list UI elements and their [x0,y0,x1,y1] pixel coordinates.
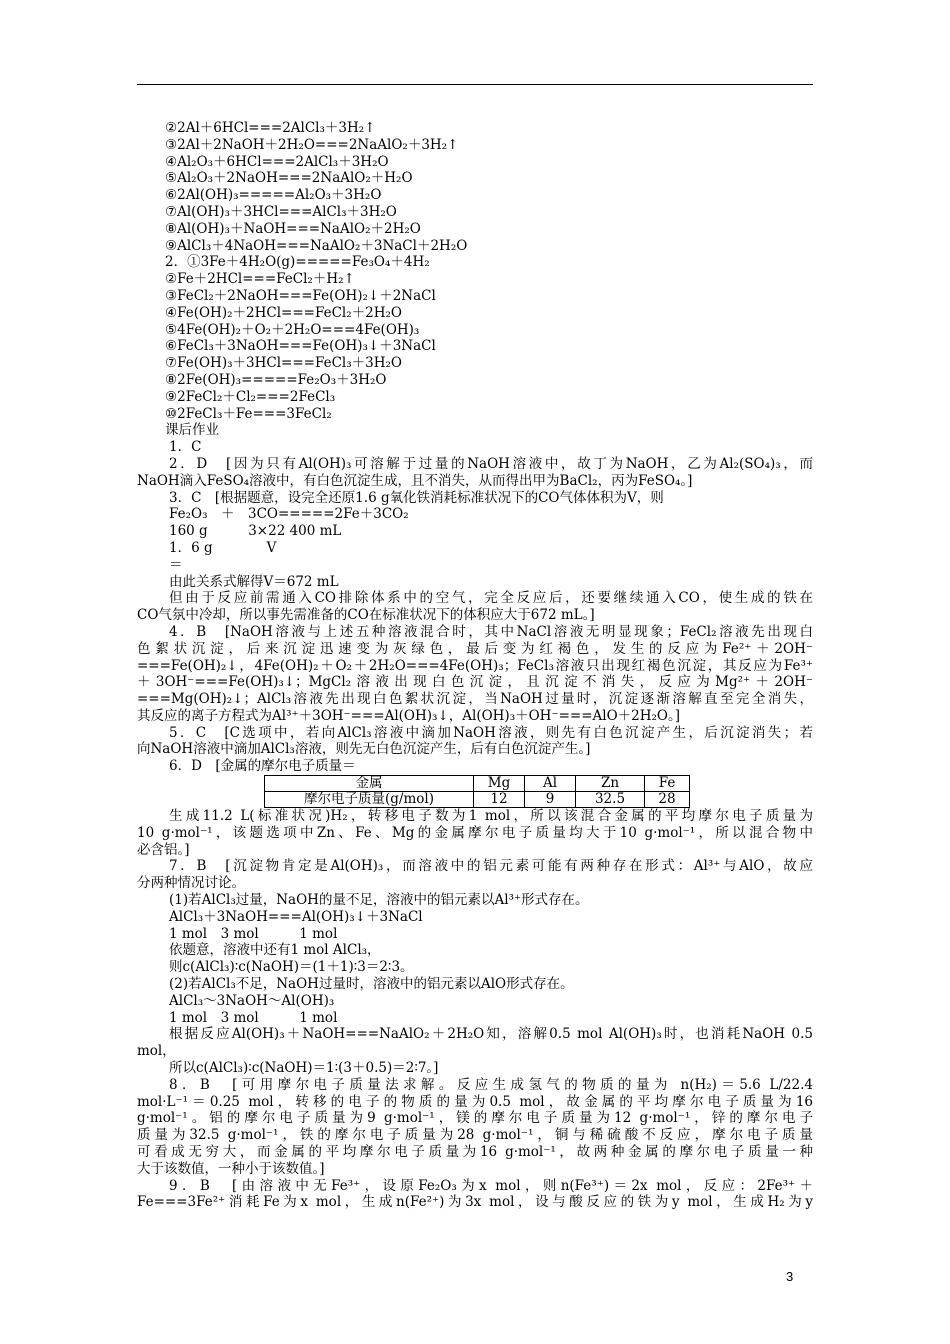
text-line: 所以c(AlCl₃)∶c(NaOH)＝1∶(3＋0.5)＝2∶7。] [169,1060,439,1077]
text-line: 必含铝。] [137,841,190,858]
answer-lines-block [137,808,813,1211]
text-line: ②Fe＋2HCl===FeCl₂＋H₂↑ [165,271,355,288]
text-line: 其反应的离子方程式为Al³⁺＋3OH⁻===Al(OH)₃↓，Al(OH)₃＋OH⁻===AlO＋2H₂O。] [137,707,681,724]
text-line: ===Fe(OH)₂↓，4Fe(OH)₂＋O₂＋2H₂O===4Fe(OH)₃；FeCl₃溶液只出现红褐色沉淀，其反应为Fe³⁺ [137,657,813,674]
text-line: 则c(AlCl₃)∶c(NaOH)＝(1＋1)∶3＝2∶3。 [169,959,414,976]
text-line: 分两种情况讨论。 [137,875,245,892]
text-line: 8．B [可用摩尔电子质量法求解。反应生成氢气的物质的量为 n(H₂)＝5.6 L/22.4 [169,1076,813,1093]
text-line: 质量为32.5 g·mol⁻¹，铁的摩尔电子质量为28 g·mol⁻¹，铜与稀硫酸不反应，摩尔电子质量 [137,1127,813,1144]
text-line: mol·L⁻¹＝0.25 mol，转移的电子的物质的量为0.5 mol，故金属的平均摩尔电子质量为16 [137,1093,813,1110]
table-cell: 32.5 [576,792,645,808]
text-line: 1．6 g V [169,539,277,556]
text-line: ===Mg(OH)₂↓；AlCl₃溶液先出现白色絮状沉淀，当NaOH过量时，沉淀逐渐溶解直至完全消失， [137,691,813,708]
text-line: 6．D [金属的摩尔电子质量＝ [169,758,356,775]
text-line: ⑧Al(OH)₃＋NaOH===NaAlO₂＋2H₂O [165,220,421,237]
text-line: ④Al₂O₃＋6HCl===2AlCl₃＋3H₂O [165,153,389,170]
text-line: ③FeCl₂＋2NaOH===Fe(OH)₂↓＋2NaCl [165,287,436,304]
table-cell: Fe [645,776,690,792]
text-line: ②2Al＋6HCl===2AlCl₃＋3H₂↑ [165,120,376,136]
text-line: AlCl₃＋3NaOH===Al(OH)₃↓＋3NaCl [169,908,423,925]
document-body [137,120,813,1211]
text-line: (2)若AlCl₃不足，NaOH过量时，溶液中的铝元素以AlO形式存在。 [169,976,574,993]
text-line: ⑥2Al(OH)₃=====Al₂O₃＋3H₂O [165,187,382,204]
text-line: 生成11.2 L(标准状况)H₂，转移电子数为1 mol，所以该混合金属的平均摩尔电子质量为 [169,808,813,825]
text-line: ⑨AlCl₃＋4NaOH===NaAlO₂＋3NaCl＋2H₂O [165,237,468,254]
text-line: ③2Al＋2NaOH＋2H₂O===2NaAlO₂＋3H₂↑ [165,136,459,153]
text-line: Fe===3Fe²⁺消耗Fe为x mol，生成n(Fe²⁺)为3x mol，设与酸反应的铁为y mol，生成H₂为y [137,1194,813,1211]
header-rule [137,84,813,85]
text-line: 3．C [根据题意，设完全还原1.6 g氧化铁消耗标准状况下的CO气体体积为V，则 [169,489,664,506]
text-line: NaOH滴入FeSO₄溶液中，有白色沉淀生成，且不消失，从而得出甲为BaCl₂，丙为FeSO₄。] [137,472,693,489]
text-line: 色絮状沉淀，后来沉淀迅速变为灰绿色，最后变为红褐色，发生的反应为Fe²⁺＋2OH⁻ [137,640,813,657]
text-line: 向NaOH溶液中滴加AlCl₃溶液，则先无白色沉淀产生，后有白色沉淀产生。] [137,741,591,758]
text-line: 9．B [由溶液中无Fe³⁺，设原Fe₂O₃为x mol，则n(Fe³⁺)＝2x mol，反应：2Fe³⁺＋ [169,1177,813,1194]
text-line: Fe₂O₃ ＋ 3CO=====2Fe＋3CO₂ [169,506,409,523]
text-line: 7．B [沉淀物肯定是Al(OH)₃，而溶液中的铝元素可能有两种存在形式：Al³⁺与AlO，故应 [169,858,813,875]
text-line: 1 mol 3 mol 1 mol [169,1009,338,1026]
text-line: 160 g 3×22 400 mL [169,523,342,540]
text-line: 由此关系式解得V＝672 mL [169,573,339,590]
table-cell: Zn [576,776,645,792]
text-line: ⑦Al(OH)₃＋3HCl===AlCl₃＋3H₂O [165,203,397,220]
text-line: 5．C [C选项中，若向AlCl₃溶液中滴加NaOH溶液，则先有白色沉淀产生，后沉淀消失；若 [169,724,813,741]
text-line: 2．D [因为只有Al(OH)₃可溶解于过量的NaOH溶液中，故丁为NaOH，乙为Al₂(SO₄)₃，而 [169,455,813,472]
text-line: ⑤Al₂O₃＋2NaOH===2NaAlO₂＋H₂O [165,170,413,187]
molar-electron-mass-table [264,775,690,808]
table-cell: 28 [645,792,690,808]
text-line: ＝ [169,556,183,573]
text-line: ⑩2FeCl₃＋Fe===3FeCl₂ [165,405,332,422]
text-line: mol， [137,1043,176,1060]
text-line: AlCl₃～3NaOH～Al(OH)₃ [169,992,335,1009]
text-line: 1 mol 3 mol 1 mol [169,925,338,942]
text-line: ⑤4Fe(OH)₂＋O₂＋2H₂O===4Fe(OH)₃ [165,321,420,338]
text-line: ④Fe(OH)₂＋2HCl===FeCl₂＋2H₂O [165,304,402,321]
table-cell: 9 [525,792,576,808]
text-line: CO气氛中冷却，所以事先需准备的CO在标准状况下的体积应大于672 mL。] [137,607,595,624]
text-line: 课后作业 [165,422,219,439]
page-number: 3 [786,1269,794,1284]
table-row [265,792,690,808]
text-line: 依题意，溶液中还有1 mol AlCl₃， [169,942,381,959]
text-line: ⑧2Fe(OH)₃=====Fe₂O₃＋3H₂O [165,371,387,388]
text-line: 根据反应Al(OH)₃＋NaOH===NaAlO₂＋2H₂O知，溶解0.5 mol Al(OH)₃时，也消耗NaOH 0.5 [169,1026,813,1043]
table-cell: Al [525,776,576,792]
text-line: g·mol⁻¹。铝的摩尔电子质量为9 g·mol⁻¹，镁的摩尔电子质量为12 g·mol⁻¹，锌的摩尔电子 [137,1110,813,1127]
text-line: 可看成无穷大，而金属的平均摩尔电子质量为16 g·mol⁻¹，故两种金属的摩尔电子质量一种 [137,1144,813,1161]
table-cell: 金属 [265,776,474,792]
text-line: 10 g·mol⁻¹，该题选项中Zn、Fe、Mg的金属摩尔电子质量均大于10 g·mol⁻¹，所以混合物中 [137,824,813,841]
text-line: 但由于反应前需通入CO排除体系中的空气，完全反应后，还要继续通入CO，使生成的铁在 [169,590,813,607]
text-line: (1)若AlCl₃过量，NaOH的量不足，溶液中的铝元素以Al³⁺形式存在。 [169,892,589,909]
text-line: ⑥FeCl₃＋3NaOH===Fe(OH)₃↓＋3NaCl [165,338,436,355]
table-cell: 摩尔电子质量(g/mol) [265,792,474,808]
text-line: ⑨2FeCl₂＋Cl₂===2FeCl₃ [165,388,336,405]
table-cell: Mg [474,776,525,792]
table-cell: 12 [474,792,525,808]
text-line: 2．①3Fe＋4H₂O(g)=====Fe₃O₄＋4H₂ [165,254,430,271]
text-line: 大于该数值，一种小于该数值。] [137,1160,325,1177]
table-header-row [265,776,690,792]
answer-lines-block [137,120,813,775]
text-line: 1．C [169,439,202,456]
text-line: ＋3OH⁻===Fe(OH)₃↓；MgCl₂溶液出现白色沉淀，且沉淀不消失，反应为Mg²⁺＋2OH⁻ [137,674,813,691]
text-line: ⑦Fe(OH)₃＋3HCl===FeCl₃＋3H₂O [165,355,402,372]
text-line: 4．B [NaOH溶液与上述五种溶液混合时，其中NaCl溶液无明显现象；FeCl₂溶液先出现白 [169,623,813,640]
